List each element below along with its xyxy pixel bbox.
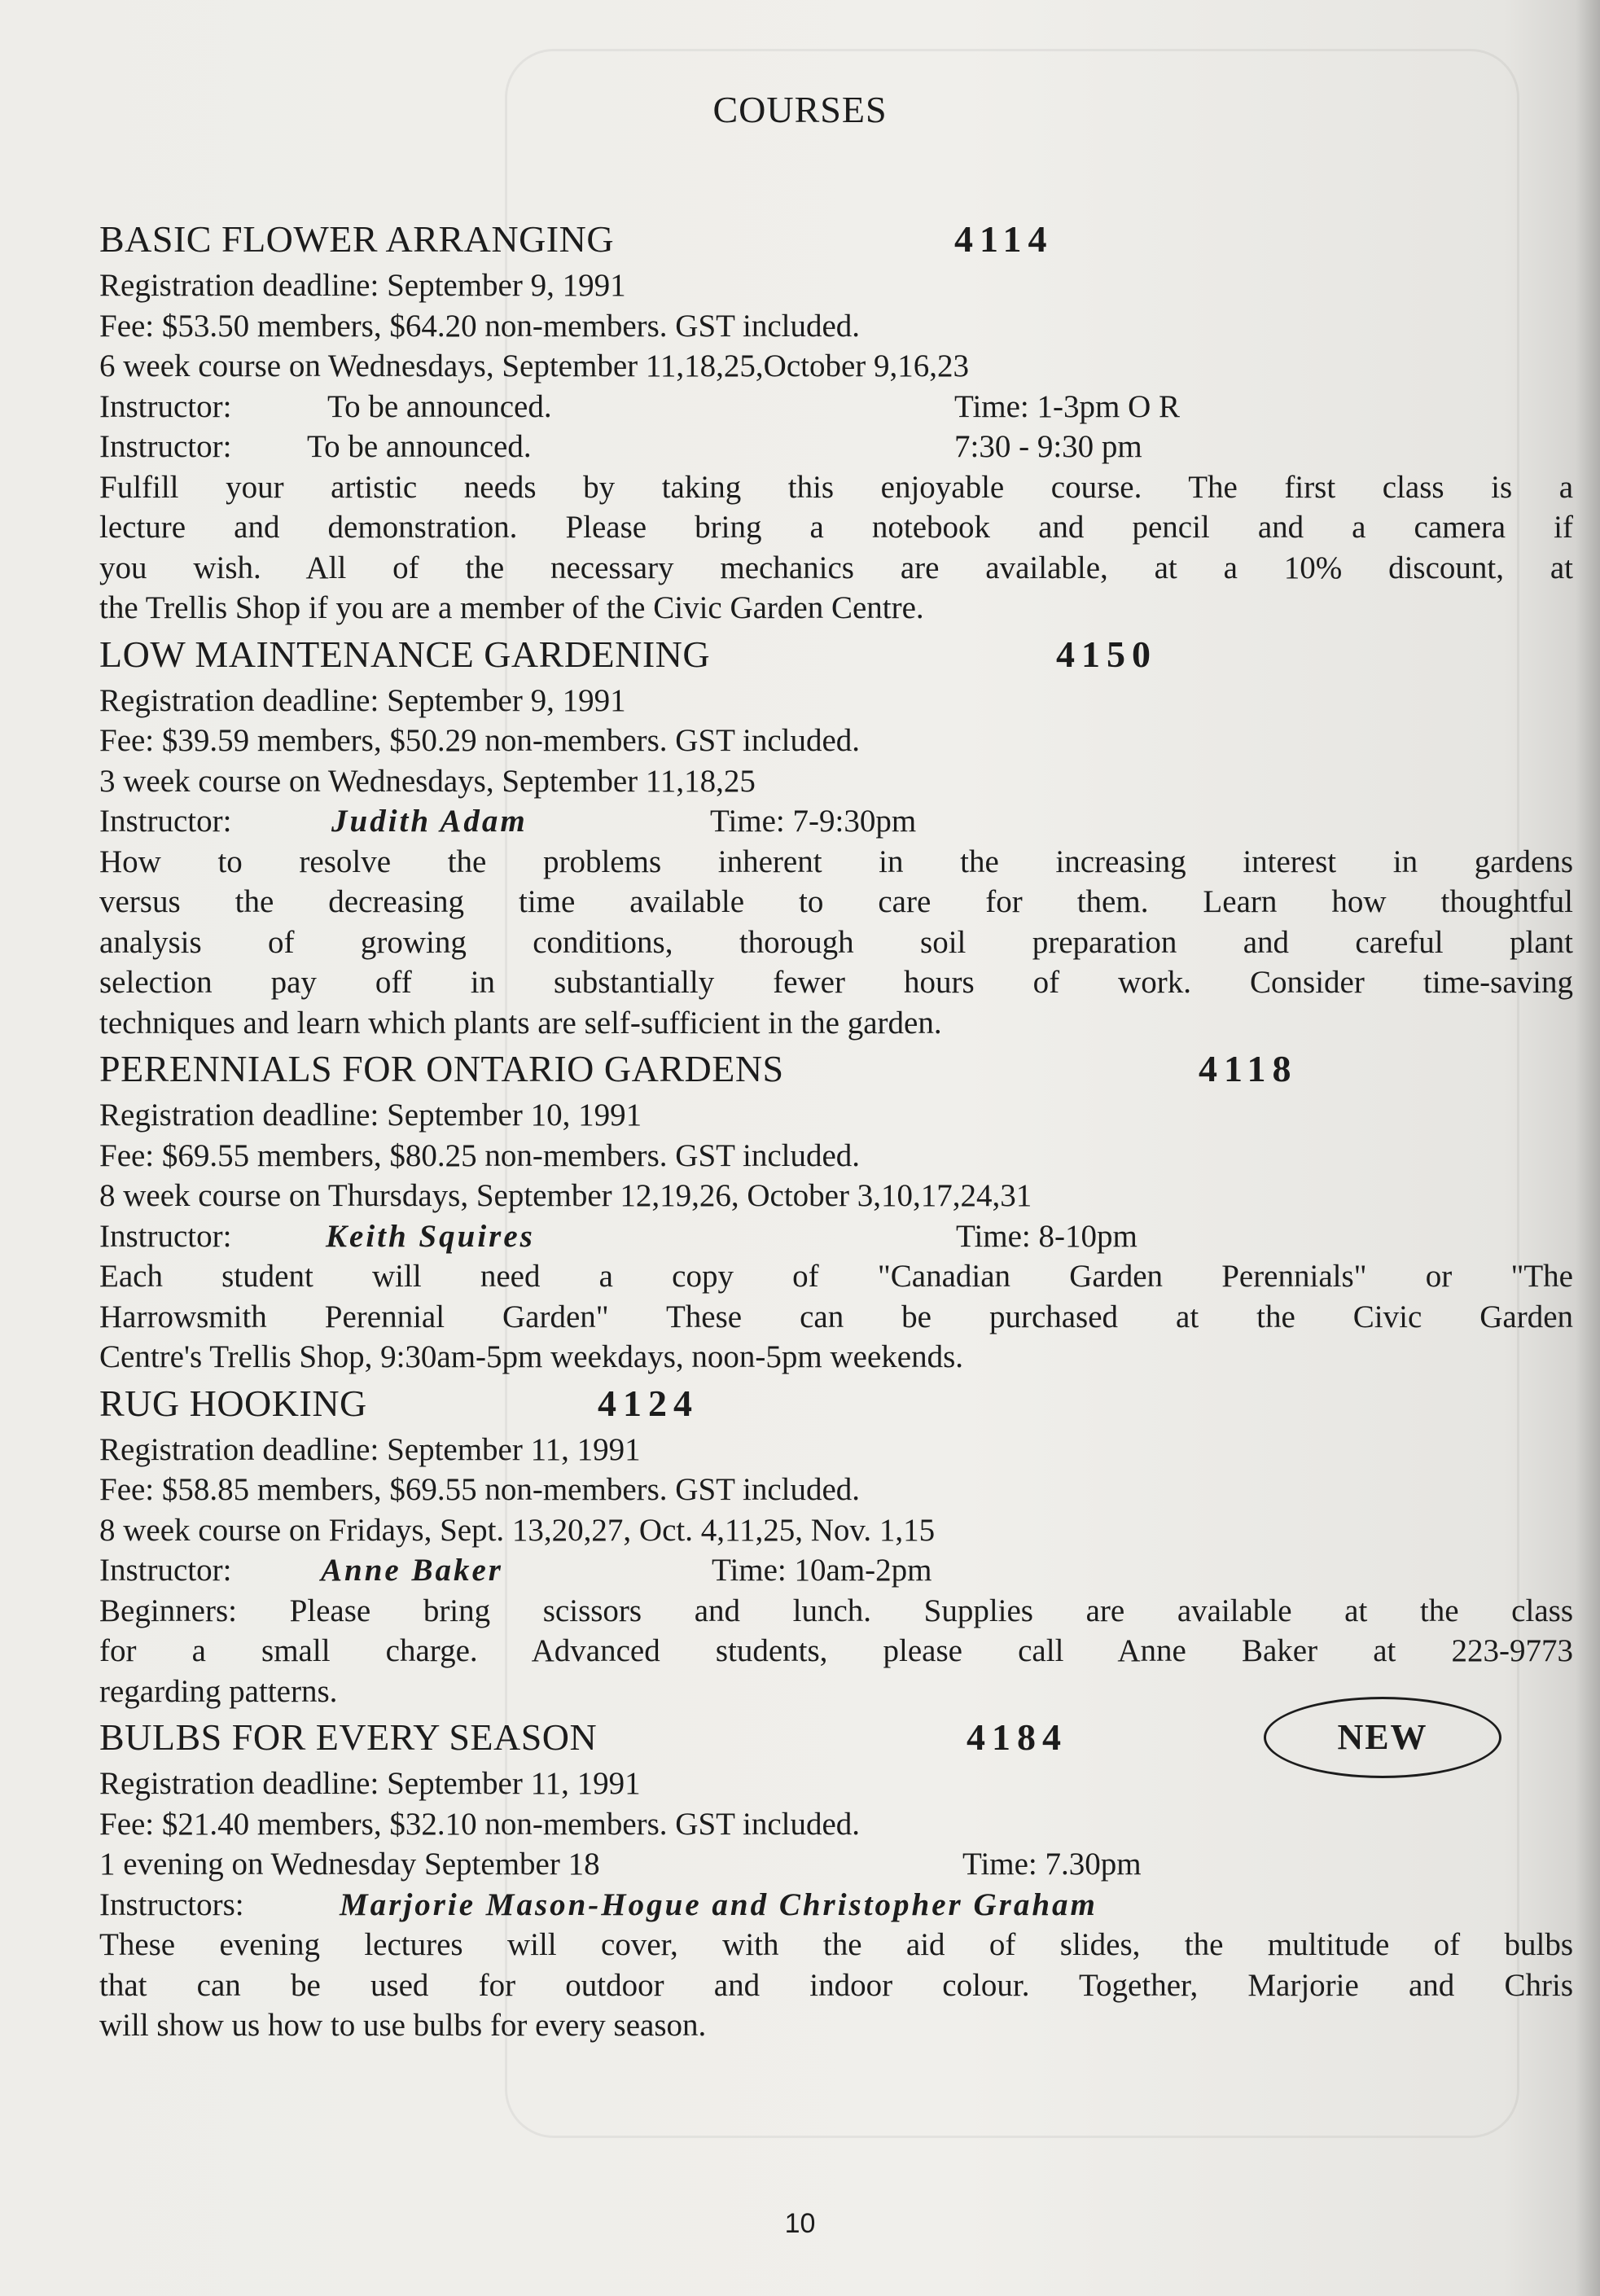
- description-line: [99, 922, 1573, 963]
- description-line: [99, 1591, 1573, 1632]
- course-low-maintenance-gardening: [99, 629, 1573, 1044]
- course-schedule: 3 week course on Wednesdays, September 11,18,25: [99, 763, 756, 799]
- description-text: versus the decreasing time available to care for them. Learn how thoughtful: [99, 884, 1573, 919]
- course-time: Time: 7-9:30pm: [710, 804, 917, 839]
- page-number: 10: [784, 2208, 816, 2239]
- description-line: [99, 1297, 1573, 1338]
- instructor-line: [99, 1885, 1573, 1926]
- course-bulbs-for-every-season: [99, 1711, 1573, 2046]
- course-heading: [99, 1711, 1573, 1764]
- course-name: BULBS FOR EVERY SEASON: [99, 1716, 598, 1758]
- instructor-label: Instructor:: [99, 1218, 232, 1254]
- course-code: 4114: [954, 218, 1054, 260]
- description-text: regarding patterns.: [99, 1673, 338, 1709]
- course-basic-flower-arranging: [99, 213, 1573, 629]
- course-name: PERENNIALS FOR ONTARIO GARDENS: [99, 1048, 784, 1089]
- course-heading: [99, 629, 1573, 681]
- instructor-line: [99, 801, 1573, 842]
- course-fee: Fee: $21.40 members, $32.10 non-members. GST included.: [99, 1806, 861, 1842]
- course-name: BASIC FLOWER ARRANGING: [99, 218, 615, 260]
- course-schedule: 8 week course on Fridays, Sept. 13,20,27, Oct. 4,11,25, Nov. 1,15: [99, 1512, 936, 1548]
- description-line: [99, 1925, 1573, 1965]
- instructor-line: [99, 387, 1573, 427]
- instructor-line-2: [99, 427, 1573, 467]
- description-text: Fulfill your artistic needs by taking this enjoyable course. The first class is a: [99, 469, 1573, 505]
- page-edge-shadow: [1576, 0, 1600, 2296]
- description-text: the Trellis Shop if you are a member of the Civic Garden Centre.: [99, 590, 924, 625]
- course-time: Time: 7.30pm: [962, 1847, 1142, 1882]
- course-heading: [99, 1043, 1573, 1095]
- description-text: you wish. All of the necessary mechanics are available, at a 10% discount, at: [99, 550, 1573, 585]
- course-list: [99, 213, 1573, 2046]
- description-text: for a small charge. Advanced students, please call Anne Baker at 223-9773: [99, 1633, 1573, 1668]
- course-fee: Fee: $69.55 members, $80.25 non-members. GST included.: [99, 1137, 861, 1173]
- course-heading: [99, 213, 1573, 265]
- description-line: [99, 1337, 1573, 1378]
- instructor-line: [99, 1216, 1573, 1257]
- description-text: How to resolve the problems inherent in the increasing interest in gardens: [99, 843, 1573, 879]
- instructor-name: Marjorie Mason-Hogue and Christopher Graham: [340, 1886, 1098, 1922]
- description-text: These evening lectures will cover, with the aid of slides, the multitude of bulbs: [99, 1927, 1573, 1962]
- instructor-label: Instructors:: [99, 1886, 244, 1922]
- course-perennials-for-ontario-gardens: [99, 1043, 1573, 1378]
- course-fee: Fee: $39.59 members, $50.29 non-members. GST included.: [99, 723, 861, 758]
- instructor-name: To be announced.: [327, 388, 552, 424]
- instructor-name: To be announced.: [307, 429, 532, 464]
- course-time: 7:30 - 9:30 pm: [954, 429, 1142, 464]
- description-line: [99, 2005, 1573, 2046]
- new-badge: NEW: [1264, 1697, 1501, 1778]
- course-fee: Fee: $58.85 members, $69.55 non-members. GST included.: [99, 1472, 861, 1507]
- course-schedule: 8 week course on Thursdays, September 12,19,26, October 3,10,17,24,31: [99, 1178, 1032, 1213]
- description-text: will show us how to use bulbs for every season.: [99, 2008, 707, 2043]
- course-heading: [99, 1378, 1573, 1430]
- instructor-label: Instructor:: [99, 804, 232, 839]
- course-code: 4150: [1056, 633, 1157, 675]
- description-line: [99, 842, 1573, 883]
- course-fee: Fee: $53.50 members, $64.20 non-members. GST included.: [99, 308, 861, 344]
- description-line: [99, 548, 1573, 589]
- course-time: Time: 10am-2pm: [712, 1553, 932, 1588]
- instructor-name: Anne Baker: [321, 1553, 503, 1588]
- description-line: [99, 588, 1573, 629]
- description-text: Harrowsmith Perennial Garden" These can be purchased at the Civic Garden: [99, 1299, 1573, 1334]
- description-line: [99, 962, 1573, 1003]
- description-line: [99, 467, 1573, 508]
- course-name: LOW MAINTENANCE GARDENING: [99, 633, 711, 675]
- registration-deadline: Registration deadline: September 11, 1991: [99, 1431, 641, 1467]
- course-rug-hooking: [99, 1378, 1573, 1712]
- course-schedule: 1 evening on Wednesday September 18: [99, 1847, 600, 1882]
- instructor-name: Keith Squires: [326, 1218, 535, 1254]
- description-line: [99, 1003, 1573, 1044]
- description-text: Beginners: Please bring scissors and lunch. Supplies are available at the class: [99, 1593, 1573, 1628]
- course-schedule: 6 week course on Wednesdays, September 11,18,25,October 9,16,23: [99, 348, 970, 383]
- course-time: Time: 1-3pm O R: [954, 388, 1181, 424]
- instructor-label: Instructor:: [99, 429, 232, 464]
- description-line: [99, 1965, 1573, 2006]
- description-line: [99, 507, 1573, 548]
- instructor-line: [99, 1550, 1573, 1591]
- description-text: that can be used for outdoor and indoor colour. Together, Marjorie and Chris: [99, 1967, 1573, 2003]
- course-code: 4184: [967, 1716, 1067, 1758]
- page-title: COURSES: [712, 89, 888, 130]
- description-text: Each student will need a copy of "Canadian Garden Perennials" or "The: [99, 1259, 1573, 1294]
- course-schedule-line: [99, 1844, 1573, 1885]
- description-text: Centre's Trellis Shop, 9:30am-5pm weekdays, noon-5pm weekends.: [99, 1339, 963, 1374]
- instructor-label: Instructor:: [99, 388, 232, 424]
- description-line: [99, 882, 1573, 922]
- description-line: [99, 1256, 1573, 1297]
- course-time: Time: 8-10pm: [956, 1218, 1138, 1254]
- registration-deadline: Registration deadline: September 9, 1991: [99, 682, 626, 718]
- instructor-name: Judith Adam: [331, 804, 528, 839]
- course-code: 4124: [598, 1382, 699, 1424]
- instructor-label: Instructor:: [99, 1553, 232, 1588]
- description-text: techniques and learn which plants are self-sufficient in the garden.: [99, 1005, 942, 1041]
- description-text: lecture and demonstration. Please bring a notebook and pencil and a camera if: [99, 510, 1573, 545]
- description-line: [99, 1631, 1573, 1672]
- description-text: analysis of growing conditions, thorough soil preparation and careful plant: [99, 924, 1573, 960]
- course-code: 4118: [1199, 1048, 1298, 1089]
- description-text: selection pay off in substantially fewer hours of work. Consider time-saving: [99, 965, 1573, 1000]
- course-name: RUG HOOKING: [99, 1382, 367, 1424]
- registration-deadline: Registration deadline: September 10, 1991: [99, 1098, 642, 1133]
- registration-deadline: Registration deadline: September 11, 1991: [99, 1766, 641, 1801]
- registration-deadline: Registration deadline: September 9, 1991: [99, 268, 626, 303]
